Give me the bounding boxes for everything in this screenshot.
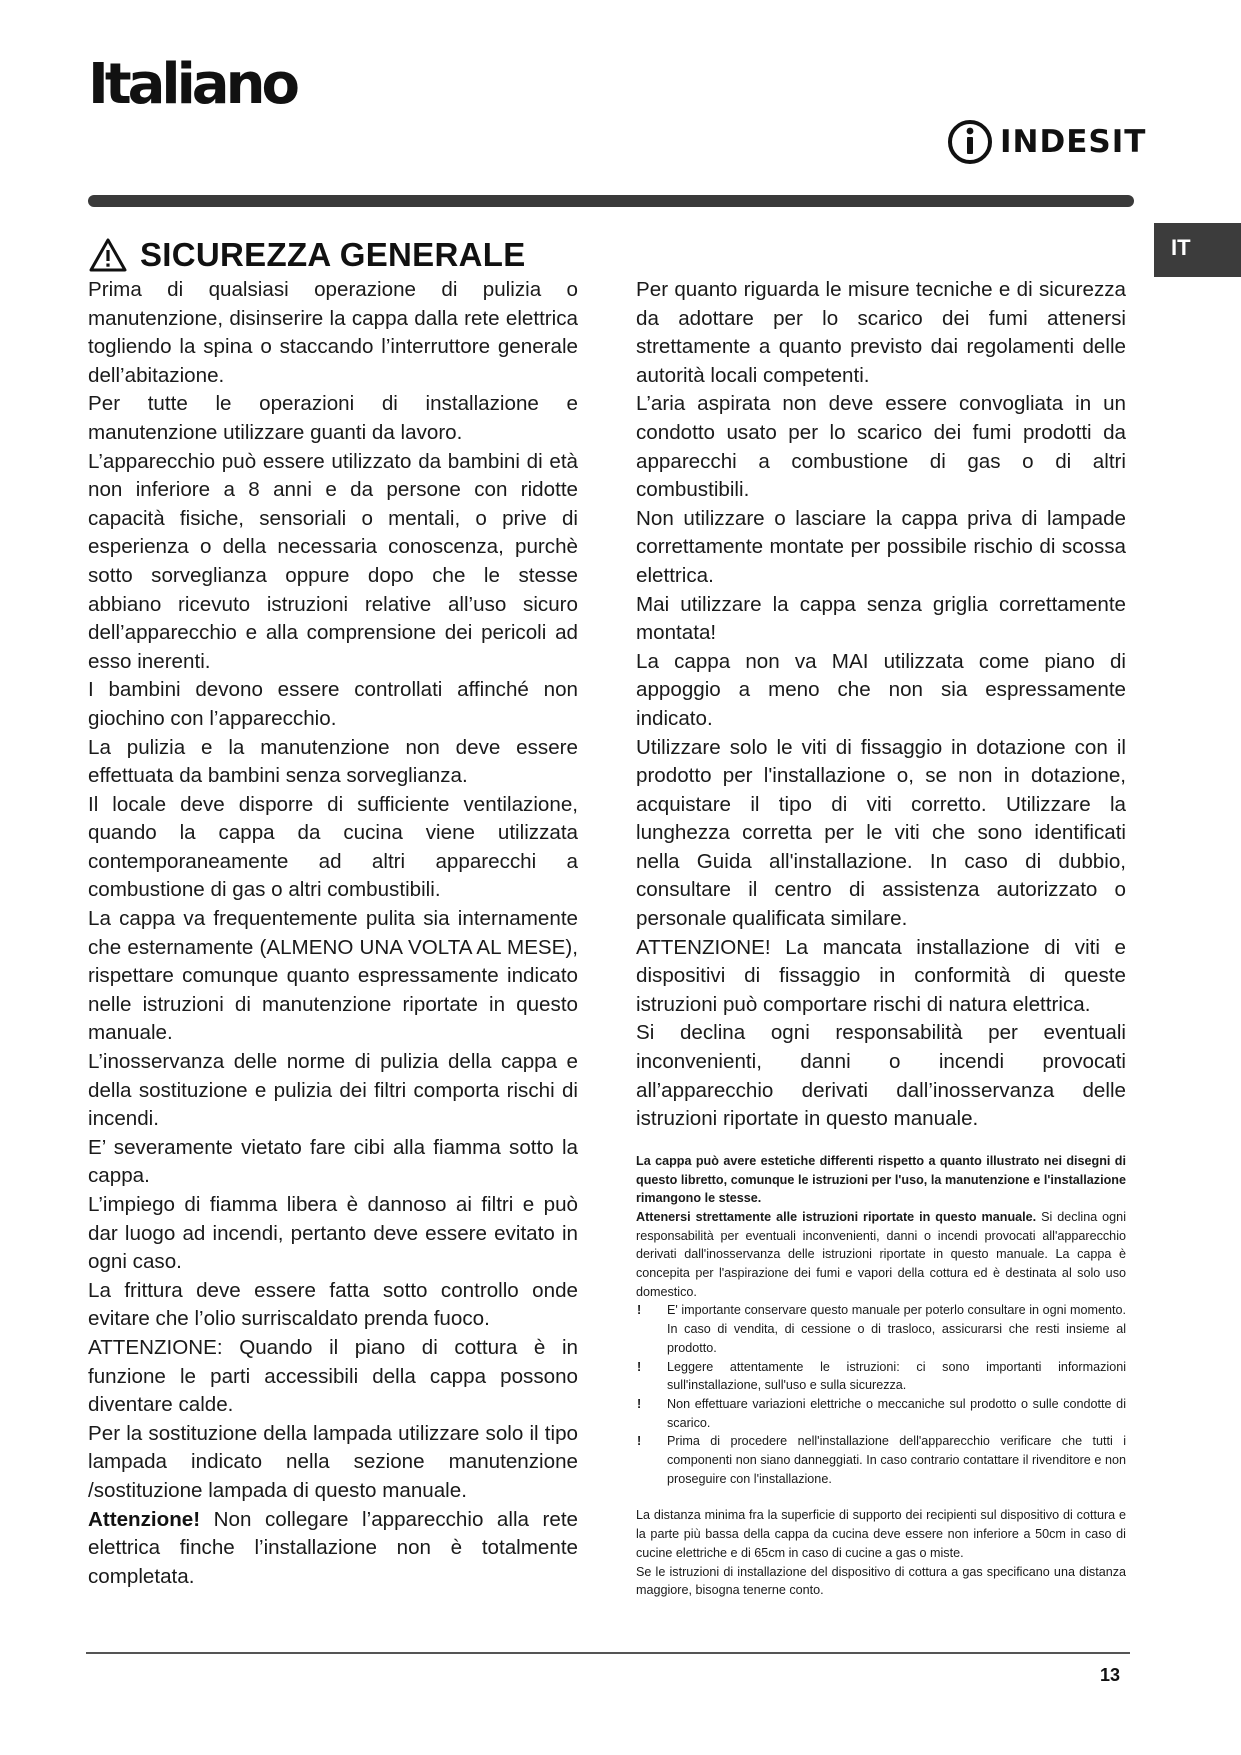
paragraph: Per la sostituzione della lampada utilizzare solo il tipo lampada indicato nella sezione manutenzione /sostituzione lampada di questo manuale. (88, 1421, 578, 1502)
distance-paragraph: Se le istruzioni di installazione del dispositivo di cottura a gas specificano una distanza maggiore, bisogna tenerne conto. (636, 1564, 1126, 1598)
warning-lead: Attenzione! (88, 1507, 201, 1531)
paragraph: Utilizzare solo le viti di fissaggio in dotazione con il prodotto per l'installazione o, se non in dotazione, acquistare il tipo di viti corretto. Utilizzare la lunghezza corretta per le viti che sono identificati nella Guida all'installazione. In caso di dubbio, consultare il centro di assistenza autorizzato o personale qualificata similare. (636, 735, 1126, 931)
section-title: SICUREZZA GENERALE (140, 236, 526, 273)
list-item: ! Non effettuare variazioni elettriche o meccaniche sul prodotto o sulle condotte di scarico. (636, 1395, 1126, 1432)
paragraph: ATTENZIONE! La mancata installazione di viti e dispositivi di fissaggio in conformità di queste istruzioni può comportare rischi di natura elettrica. (636, 935, 1126, 1016)
exclamation-icon: ! (637, 1396, 642, 1411)
notes-bullet-list (636, 1301, 1126, 1488)
paragraph: La pulizia e la manutenzione non deve essere effettuata da bambini senza sorveglianza. (88, 735, 578, 788)
paragraph: L’impiego di fiamma libera è dannoso ai filtri e può dar luogo ad incendi, pertanto deve essere evitato in ogni caso. (88, 1193, 578, 1274)
notes-block (636, 1152, 1126, 1600)
page-title: Italiano (88, 52, 296, 117)
paragraph: L’inosservanza delle norme di pulizia della cappa e della sostituzione e pulizia dei filtri comporta rischi di incendi. (88, 1050, 578, 1131)
warning-paragraph (88, 1506, 578, 1592)
paragraph: Il locale deve disporre di sufficiente ventilazione, quando la cappa da cucina viene utilizzata contemporaneamente ad altri apparecchi a combustione di gas o altri combustibili. (88, 792, 578, 902)
warning-icon (88, 237, 128, 273)
right-main-text (636, 276, 1126, 1134)
header-divider (88, 195, 1134, 207)
exclamation-icon: ! (637, 1359, 642, 1374)
paragraph: I bambini devono essere controllati affinché non giochino con l’apparecchio. (88, 678, 578, 730)
notes-bold-paragraph: La cappa può avere estetiche differenti rispetto a quanto illustrato nei disegni di questo libretto, comunque le istruzioni per l'uso, la manutenzione e l'installazione rimangono le stesse. (636, 1153, 1126, 1206)
paragraph: Mai utilizzare la cappa senza griglia correttamente montata! (636, 592, 1126, 645)
distance-note (636, 1506, 1126, 1600)
paragraph: ATTENZIONE: Quando il piano di cottura è in funzione le parti accessibili della cappa possono diventare calde. (88, 1335, 578, 1417)
paragraph: Prima di qualsiasi operazione di pulizia o manutenzione, disinserire la cappa dalla rete elettrica togliendo la spina o staccando l’interruttore generale dell’abitazione. (88, 278, 578, 387)
exclamation-icon: ! (637, 1434, 642, 1449)
list-item: ! Prima di procedere nell'installazione dell'apparecchio verificare che tutti i componenti non siano danneggiati. In caso contrario contattare il rivenditore e non proseguire con l'installazione. (636, 1432, 1126, 1488)
paragraph: La frittura deve essere fatta sotto controllo onde evitare che l’olio surriscaldato prenda fuoco. (88, 1278, 578, 1331)
page-number: 13 (1100, 1665, 1121, 1685)
brand-logo (946, 118, 1146, 166)
paragraph: L’aria aspirata non deve essere convogliata in un condotto usato per lo scarico dei fumi prodotti da apparecchi a combustione di gas o di altri combustibili. (636, 392, 1126, 502)
section-heading (88, 236, 526, 274)
brand-name: INDESIT (1000, 124, 1147, 160)
notes-paragraph (636, 1208, 1126, 1302)
indesit-logo-icon (946, 118, 994, 166)
distance-paragraph: La distanza minima fra la superficie di supporto dei recipienti sul dispositivo di cottura e la parte più bassa della cappa da cucina deve essere non inferiore a 50cm in caso di cucine elettriche e di 65cm in caso di cucine a gas o miste. (636, 1508, 1126, 1560)
paragraph: Si declina ogni responsabilità per eventuali inconvenienti, danni o incendi provocati all’apparecchio derivati dall’inosservanza delle istruzioni riportate in questo manuale. (636, 1021, 1126, 1131)
paragraph: E’ severamente vietato fare cibi alla fiamma sotto la cappa. (88, 1135, 578, 1188)
list-item: ! Leggere attentamente le istruzioni: ci sono importanti informazioni sull'installazione, sull'uso e sulla sicurezza. (636, 1358, 1126, 1395)
notes-text: Si declina ogni responsabilità per eventuali inconvenienti, danni o incendi provocati all'apparecchio derivati dall'inosservanza delle istruzioni riportate in questo manuale. La cappa è concepita per l'aspirazione dei fumi e vapori della cottura ed è destinata al solo uso domestico. (636, 1209, 1126, 1299)
exclamation-icon: ! (637, 1303, 642, 1318)
footer-divider (86, 1652, 1130, 1654)
paragraph: La cappa va frequentemente pulita sia internamente che esternamente (ALMENO UNA VOLTA AL MESE), rispettare comunque quanto espressamente indicato nelle istruzioni di manutenzione riportate in questo manuale. (88, 907, 578, 1045)
notes-lead: Attenersi strettamente alle istruzioni riportate in questo manuale. (636, 1209, 1037, 1224)
paragraph: Per quanto riguarda le misure tecniche e di sicurezza da adottare per lo scarico dei fumi attenersi strettamente a quanto previsto dai regolamenti delle autorità locali competenti. (636, 278, 1126, 387)
paragraph: Non utilizzare o lasciare la cappa priva di lampade correttamente montate per possibile rischio di scossa elettrica. (636, 506, 1126, 587)
language-tab: IT (1154, 223, 1241, 277)
left-column (88, 276, 578, 1591)
paragraph: L’apparecchio può essere utilizzato da bambini di età non inferiore a 8 anni e da persone con ridotte capacità fisiche, sensoriali o mentali, o prive di esperienza o della necessaria conoscenza, purchè sotto sorveglianza oppure dopo che le stesse abbiano ricevuto istruzioni relative all’uso sicuro dell’apparecchio e alla comprensione dei pericoli ad esso inerenti. (88, 449, 578, 673)
paragraph: Per tutte le operazioni di installazione e manutenzione utilizzare guanti da lavoro. (88, 392, 578, 444)
list-item: ! E' importante conservare questo manuale per poterlo consultare in ogni momento. In caso di vendita, di cessione o di trasloco, assicurarsi che resti insieme al prodotto. (636, 1301, 1126, 1357)
warning-text: Non collegare l’apparecchio alla rete elettrica finche l’installazione non è totalmente completata. (88, 1507, 578, 1588)
paragraph: La cappa non va MAI utilizzata come piano di appoggio a meno che non sia espressamente indicato. (636, 649, 1126, 730)
right-column (636, 276, 1126, 1600)
